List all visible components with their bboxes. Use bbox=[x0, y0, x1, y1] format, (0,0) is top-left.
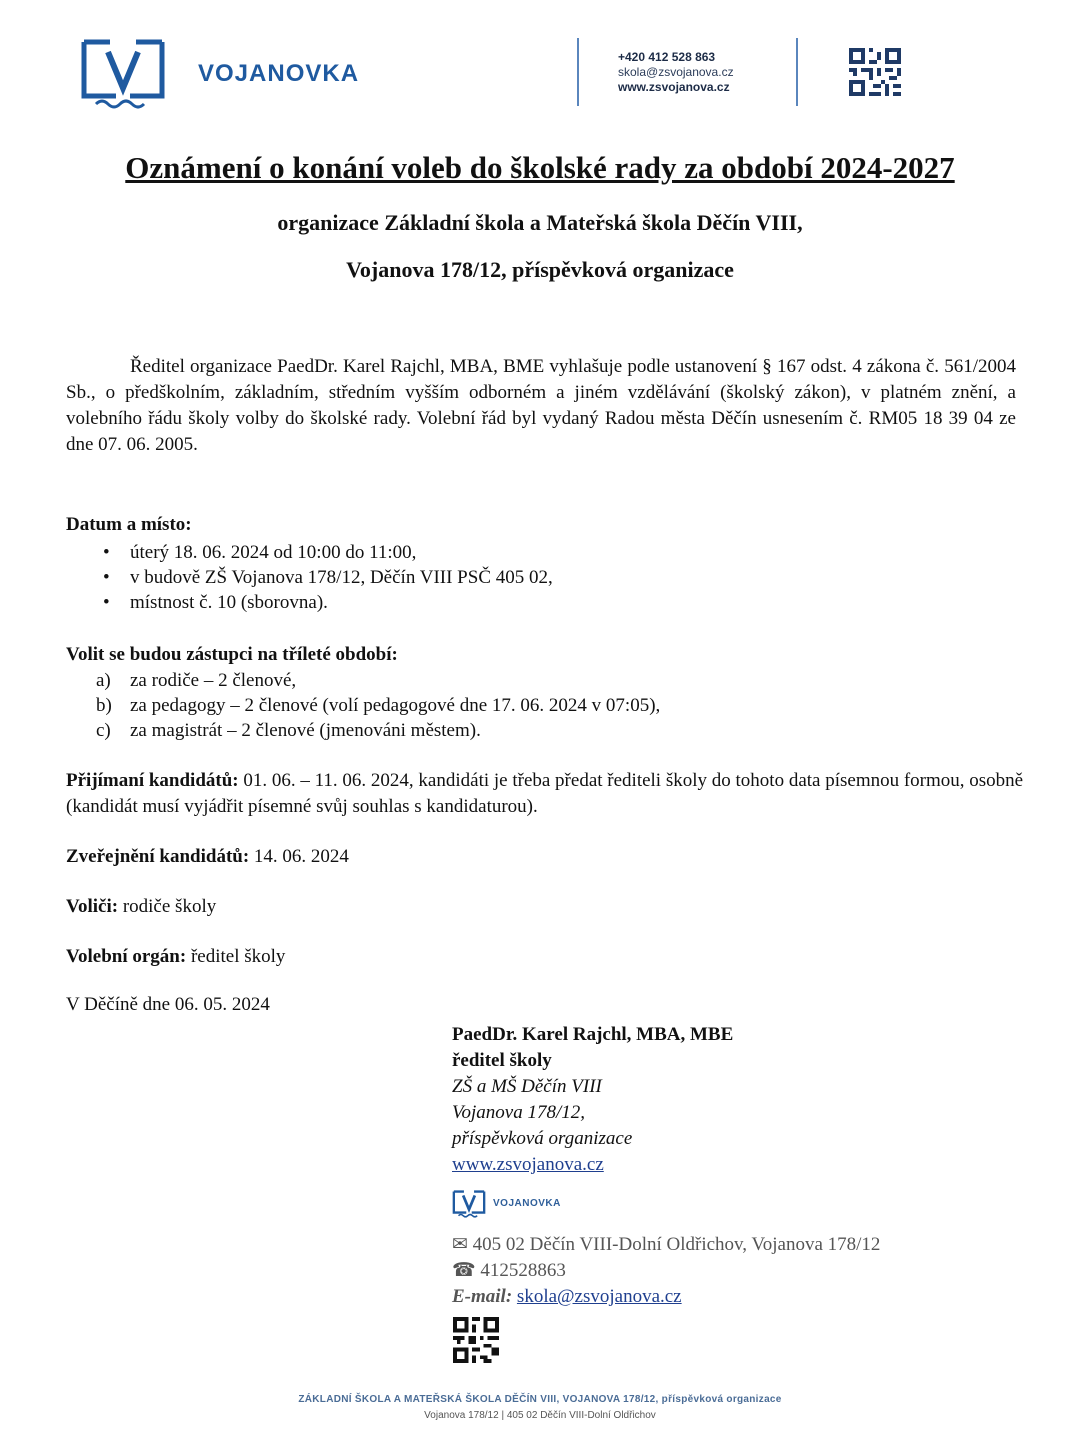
list-item: a) za rodiče – 2 členové, bbox=[96, 670, 297, 691]
subtitle: organizace Základní škola a Mateřská škola Děčín VIII, bbox=[277, 210, 803, 235]
header-web-link[interactable]: www.zsvojanova.cz bbox=[618, 80, 730, 94]
address-line: ✉ 405 02 Děčín VIII-Dolní Oldřichov, Vojanova 178/12 bbox=[452, 1234, 881, 1255]
signature-contact bbox=[452, 1232, 880, 1310]
section-heading: Volit se budou zástupci na tříleté období: bbox=[66, 644, 398, 665]
logo-text: VOJANOVKA bbox=[198, 60, 360, 87]
header-contact bbox=[618, 50, 734, 95]
header-email[interactable]: skola@zsvojanova.cz bbox=[618, 65, 734, 79]
list-item: • místnost č. 10 (sborovna). bbox=[103, 592, 328, 613]
signature-block bbox=[452, 1022, 733, 1178]
zverejneni-kandidatu: Zveřejnění kandidátů: 14. 06. 2024 bbox=[66, 846, 349, 867]
volit-list bbox=[96, 668, 661, 743]
datum-list bbox=[103, 540, 553, 615]
list-item: • úterý 18. 06. 2024 od 10:00 do 11:00, bbox=[103, 542, 417, 563]
place-date: V Děčíně dne 06. 05. 2024 bbox=[66, 994, 270, 1015]
header-phone: +420 412 528 863 bbox=[618, 50, 716, 64]
divider bbox=[577, 38, 579, 106]
footer-org: ZÁKLADNÍ ŠKOLA A MATEŘSKÁ ŠKOLA DĚČÍN VIII, VOJANOVA 178/12, příspěvková organizace bbox=[298, 1394, 782, 1405]
vojanovka-logo-icon bbox=[80, 38, 166, 110]
org-line: Vojanova 178/12, bbox=[452, 1102, 585, 1123]
footer-address: Vojanova 178/12 | 405 02 Děčín VIII-Dolní Oldřichov bbox=[424, 1410, 656, 1421]
volebni-organ: Volební orgán: ředitel školy bbox=[66, 946, 286, 967]
prijimani-kandidatu: Přijímaní kandidátů: 01. 06. – 11. 06. 2024, kandidáti je třeba předat řediteli školy do tohoto data písemnou formou, osobně (kandidát musí vyjádřit písemné svůj souhlas s kandidaturou). bbox=[66, 770, 1024, 817]
envelope-icon: ✉ bbox=[452, 1234, 468, 1255]
telephone-icon: ☎ bbox=[452, 1260, 476, 1281]
signatory-role: ředitel školy bbox=[452, 1050, 552, 1071]
volici: Voliči: rodiče školy bbox=[66, 896, 217, 917]
list-item: • v budově ZŠ Vojanova 178/12, Děčín VIII PSČ 405 02, bbox=[103, 567, 553, 588]
email-line: E-mail: skola@zsvojanova.cz bbox=[452, 1286, 682, 1307]
page-title: Oznámení o konání voleb do školské rady za období 2024-2027 bbox=[125, 150, 955, 185]
list-item: c) za magistrát – 2 členové (jmenováni městem). bbox=[96, 720, 481, 741]
vojanovka-logo-icon bbox=[452, 1190, 486, 1218]
email-link[interactable]: skola@zsvojanova.cz bbox=[516, 1286, 682, 1307]
qr-code-icon bbox=[453, 1316, 499, 1364]
list-item: b) za pedagogy – 2 členové (volí pedagogové dne 17. 06. 2024 v 07:05), bbox=[96, 695, 661, 716]
signatory-name: PaedDr. Karel Rajchl, MBA, MBE bbox=[452, 1024, 734, 1045]
phone-line: ☎ 412528863 bbox=[452, 1260, 566, 1281]
logo-text: VOJANOVKA bbox=[493, 1198, 561, 1209]
divider bbox=[796, 38, 798, 106]
subtitle: Vojanova 178/12, příspěvková organizace bbox=[346, 257, 734, 282]
intro-text: Ředitel organizace PaedDr. Karel Rajchl, MBA, BME vyhlašuje podle ustanovení § 167 odst. 4 zákona č. 561/2004 Sb., o předškolním, základním, středním vyšším odborném a jiném vzdělávání (školský zákon), v platném znění, a volebního řádu školy volby do školské rady. Volební řád byl vydaný Radou města Děčín usnesením č. RM05 18 39 04 ze dne 07. 06. 2005. bbox=[66, 356, 1016, 455]
website-link[interactable]: www.zsvojanova.cz bbox=[452, 1154, 604, 1175]
intro-paragraph bbox=[66, 354, 1016, 458]
qr-code-icon bbox=[849, 48, 901, 96]
org-line: příspěvková organizace bbox=[452, 1128, 633, 1149]
org-line: ZŠ a MŠ Děčín VIII bbox=[452, 1076, 602, 1097]
section-heading: Datum a místo: bbox=[66, 514, 192, 535]
